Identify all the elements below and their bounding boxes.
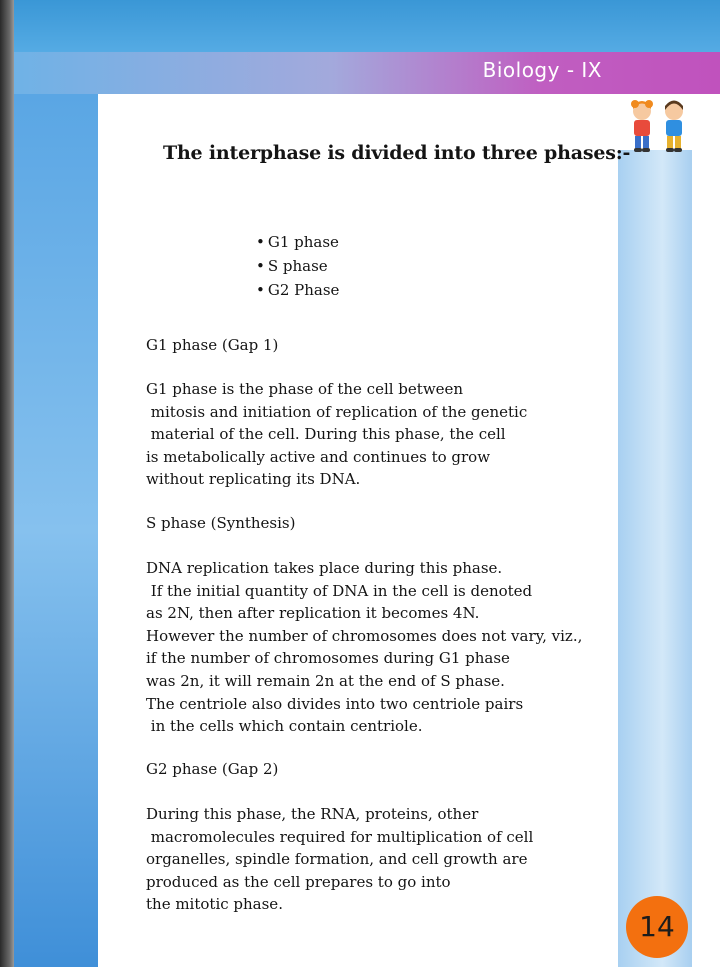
phase-list xyxy=(256,230,339,302)
book-binding-edge xyxy=(0,0,14,967)
phase-list-item: • G1 phase xyxy=(256,230,339,254)
g2-section-title: G2 phase (Gap 2) xyxy=(146,760,279,778)
phase-list-item: • G2 Phase xyxy=(256,278,339,302)
phase-list-item: • S phase xyxy=(256,254,339,278)
top-color-band xyxy=(14,0,720,60)
g2-section-body: During this phase, the RNA, proteins, other macromolecules required for multiplication of cell organelles, spindle formation, and cell growth are produced as the cell prepares to go into the mitotic phase. xyxy=(146,805,534,914)
header-title: Biology - IX xyxy=(482,58,602,82)
kids-illustration-icon xyxy=(624,98,694,156)
page-heading: The interphase is divided into three phases:- xyxy=(163,142,631,164)
header-strip xyxy=(14,52,720,94)
g1-section-title: G1 phase (Gap 1) xyxy=(146,336,279,354)
right-decor-panel xyxy=(618,150,692,967)
s-section-body: DNA replication takes place during this phase. If the initial quantity of DNA in the cell is denoted as 2N, then after replication it becomes 4N. However the number of chromosomes does not vary, viz., if the number of chromosomes during G1 phase was 2n, it will remain 2n at the end of S phase. The centriole also divides into two centriole pairs in the cells which contain centriole. xyxy=(146,559,583,736)
right-page-margin xyxy=(692,94,720,967)
g1-section-body: G1 phase is the phase of the cell between mitosis and initiation of replication of the genetic material of the cell. During this phase, the cell is metabolically active and continues to grow without replicating its DNA. xyxy=(146,380,528,489)
left-decor-panel xyxy=(14,94,98,967)
s-section-title: S phase (Synthesis) xyxy=(146,514,296,532)
page-number-badge: 14 xyxy=(626,896,688,958)
